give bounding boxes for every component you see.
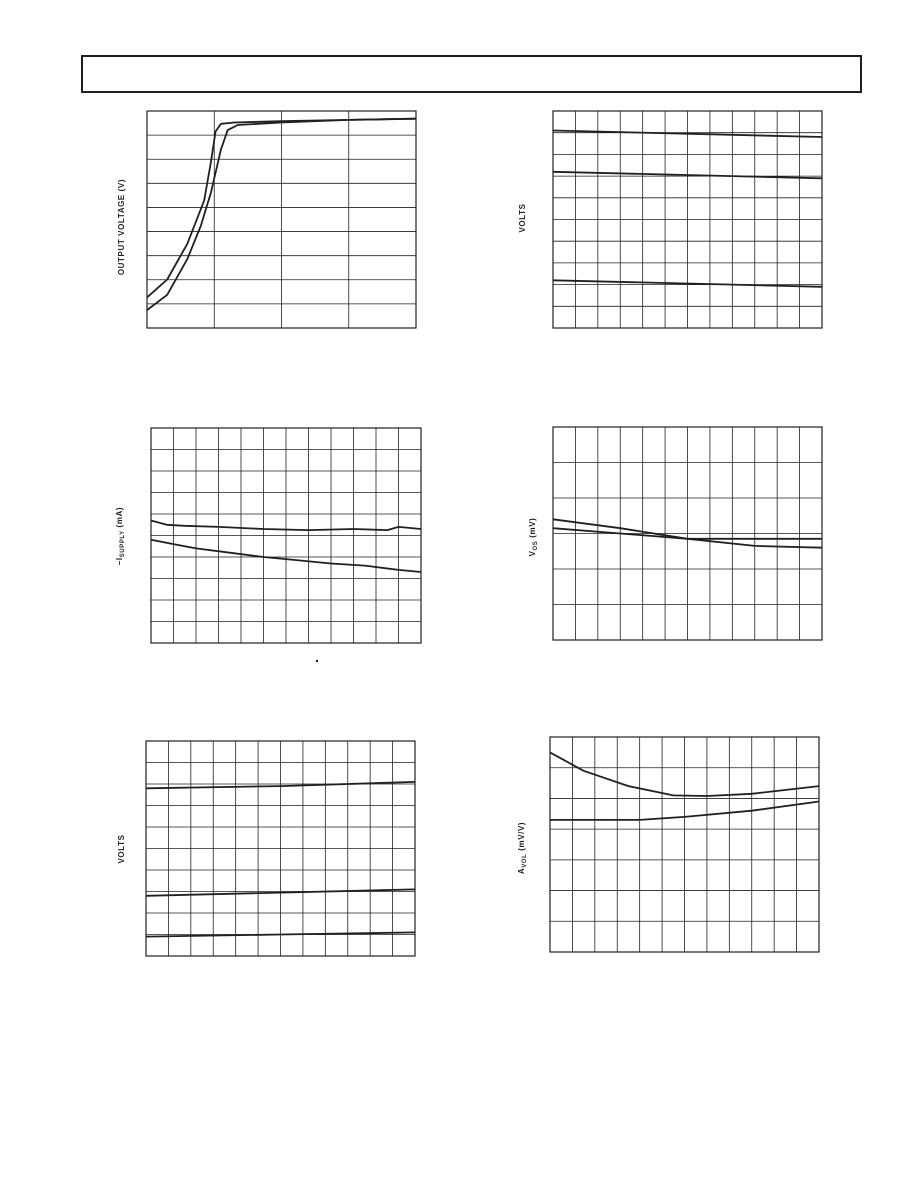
- chart6-ylabel: [517, 822, 528, 874]
- chart4-ylabel: [528, 518, 539, 557]
- chart2-ylabel: VOLTS: [518, 203, 527, 233]
- chart6-ylabel-tail: (mV/V): [517, 821, 526, 854]
- chart-volts-top: [518, 111, 822, 328]
- chart4-ylabel-main: V: [528, 550, 537, 557]
- chart3-ylabel-main: –I: [115, 557, 124, 566]
- chart1-ylabel: OUTPUT VOLTAGE (V): [117, 178, 126, 276]
- chart4-ylabel-sub: OS: [533, 540, 539, 551]
- chart3-dot-mark: [316, 660, 318, 662]
- chart3-ylabel-sub: SUPPLY: [120, 530, 126, 558]
- chart-offset-voltage: [528, 427, 822, 640]
- chart4-ylabel-tail: (mV): [528, 517, 537, 541]
- chart-volts-bottom: [117, 741, 415, 956]
- chart-output-voltage: [117, 111, 416, 328]
- chart3-ylabel: [115, 507, 126, 565]
- chart-open-loop-gain: [517, 737, 819, 952]
- chart6-ylabel-sub: VOL: [522, 853, 528, 868]
- chart5-ylabel: VOLTS: [117, 834, 126, 864]
- chart6-ylabel-main: A: [517, 867, 526, 875]
- chart3-ylabel-tail: (mA): [115, 506, 124, 531]
- chart-supply-current: [115, 428, 421, 662]
